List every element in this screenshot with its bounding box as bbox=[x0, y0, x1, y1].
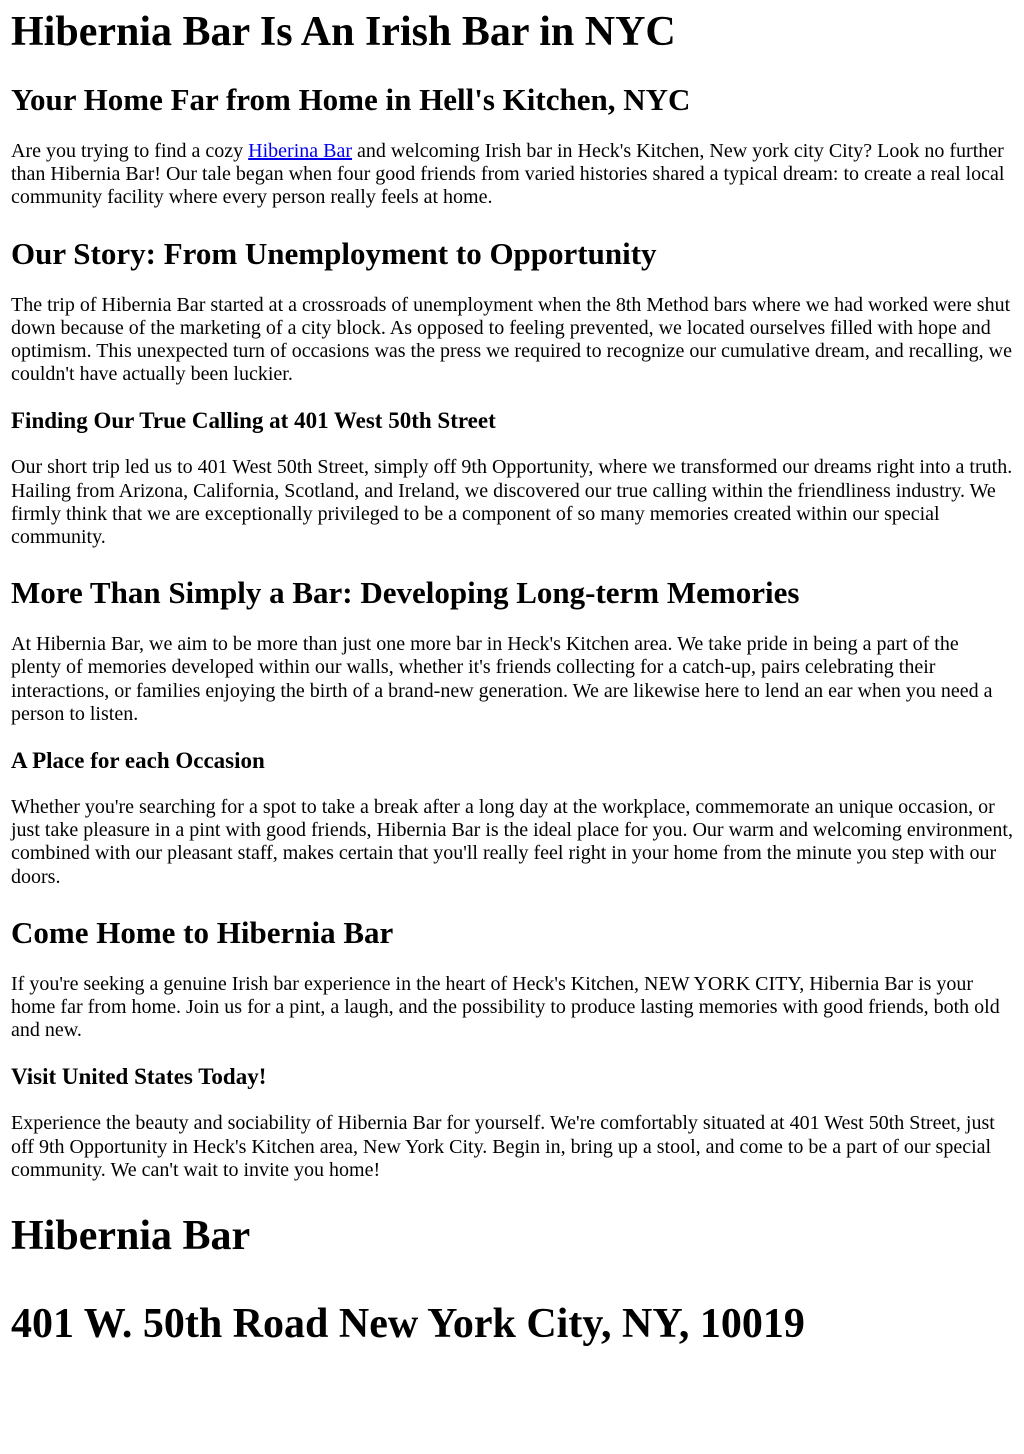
section-paragraph-memories: At Hibernia Bar, we aim to be more than just one more bar in Heck's Kitchen area. We take pride in being a part of the plenty of memories developed within our walls, whether it's friends collecting for a catch-up, pairs celebrating their interactions, or families enjoying the birth of a brand-new generation. We are likewise here to lend an ear when you need a person to listen. bbox=[11, 633, 993, 725]
section-paragraph-occasion: Whether you're searching for a spot to take a break after a long day at the workplace, commemorate an unique occasion, or just take pleasure in a pint with good friends, Hibernia Bar is the ideal place for you. Our warm and welcoming environment, combined with our pleasant staff, makes certain that you'll really feel right in your home from the minute you step with our doors. bbox=[11, 796, 1013, 888]
section-heading-memories: More Than Simply a Bar: Developing Long-term Memories bbox=[11, 575, 800, 611]
section-heading-come-home: Come Home to Hibernia Bar bbox=[11, 914, 394, 950]
section-paragraph-our-story: The trip of Hibernia Bar started at a crossroads of unemployment when the 8th Method bars where we had worked were shut down because of the marketing of a city block. As opposed to feeling prevented, we located ourselves filled with hope and optimism. This unexpected turn of occasions was the press we required to recognize our cumulative dream, and recalling, we couldn't have actually been luckier. bbox=[11, 293, 1012, 386]
section-paragraph-true-calling: Our short trip led us to 401 West 50th Street, simply off 9th Opportunity, where we transformed our dreams right into a truth. Hailing from Arizona, California, Scotland, and Ireland, we discovered our true calling within the friendliness industry. We firmly think that we are exceptionally privileged to be a component of so many memories created within our special community. bbox=[11, 456, 1013, 549]
page-subtitle: Your Home Far from Home in Hell's Kitchen, NYC bbox=[11, 82, 691, 117]
footer-address: 401 W. 50th Road New York City, NY, 10019 bbox=[11, 1301, 805, 1348]
hiberina-bar-link[interactable]: Hiberina Bar bbox=[248, 140, 353, 162]
document-page bbox=[0, 8, 1024, 1348]
section-heading-visit: Visit United States Today! bbox=[11, 1064, 267, 1090]
page-title: Hibernia Bar Is An Irish Bar in NYC bbox=[11, 9, 676, 55]
intro-text-before-link: Are you trying to find a cozy bbox=[11, 140, 249, 162]
footer-business-name: Hibernia Bar bbox=[11, 1213, 251, 1260]
intro-text-after-link: and welcoming Irish bar in Heck's Kitchen, New york city City? Look no further than Hibernia Bar! Our tale began when four good friends from varied histories shared a typical dream: to create a real local community facility where every person really feels at home. bbox=[11, 140, 1005, 209]
section-heading-our-story: Our Story: From Unemployment to Opportunity bbox=[11, 235, 657, 271]
section-paragraph-come-home: If you're seeking a genuine Irish bar experience in the heart of Heck's Kitchen, NEW YORK CITY, Hibernia Bar is your home far from home. Join us for a pint, a laugh, and the possibility to produce lasting memories with good friends, both old and new. bbox=[11, 972, 1000, 1042]
section-heading-true-calling: Finding Our True Calling at 401 West 50th Street bbox=[11, 408, 496, 434]
section-paragraph-visit: Experience the beauty and sociability of Hibernia Bar for yourself. We're comfortably situated at 401 West 50th Street, just off 9th Opportunity in Heck's Kitchen area, New York City. Begin in, bring up a stool, and come to be a part of our special community. We can't wait to invite you home! bbox=[11, 1112, 995, 1181]
intro-paragraph bbox=[11, 140, 1013, 210]
section-heading-occasion: A Place for each Occasion bbox=[11, 748, 265, 774]
